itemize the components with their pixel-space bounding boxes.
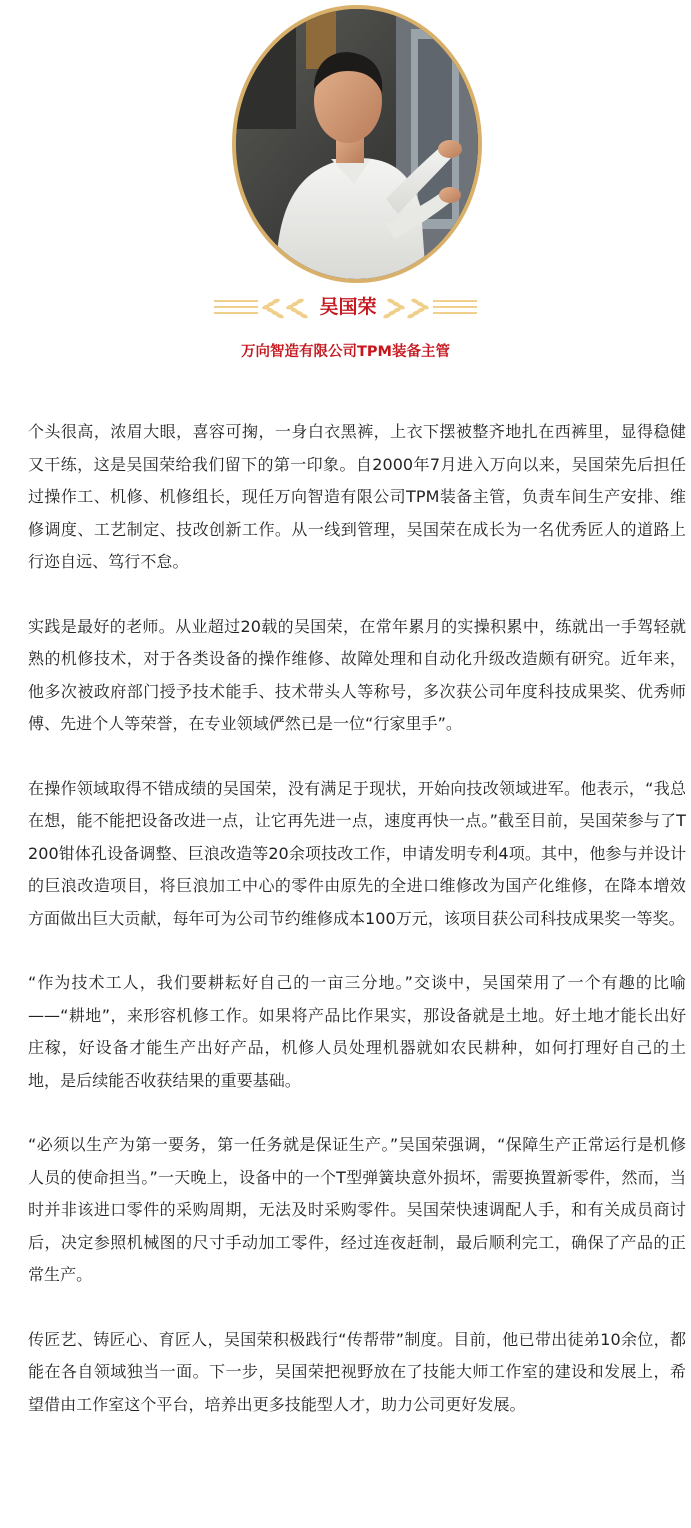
article-body — [28, 416, 686, 1453]
portrait-frame — [232, 5, 482, 283]
article-paragraph: “必须以生产为第一要务，第一任务就是保证生产。”吴国荣强调，“保障生产正常运行是机修人员的使命担当。”一天晚上，设备中的一个T型弹簧块意外损坏，需要换置新零件，然而，当时并非该进口零件的采购周期，无法及时采购零件。吴国荣快速调配人手，和有关成员商讨后，决定参照机械图的尺寸手动加工零件，经过连夜赶制，最后顺利完工，确保了产品的正常生产。 — [28, 1135, 686, 1284]
decoration-line — [433, 300, 477, 302]
name-header — [0, 292, 691, 322]
decoration-line — [214, 312, 258, 314]
decoration-line — [433, 312, 477, 314]
article-paragraph: 实践是最好的老师。从业超过20载的吴国荣，在常年累月的实操积累中，练就出一手驾轻就熟的机修技术，对于各类设备的操作维修、故障处理和自动化升级改造颇有研究。近年来，他多次被政府部门授予技术能手、技术带头人等称号，多次获公司年度科技成果奖、优秀师傅、先进个人等荣誉，在专业领域俨然已是一位“行家里手”。 — [28, 616, 686, 733]
article-paragraph: 传匠艺、铸匠心、育匠人，吴国荣积极践行“传帮带”制度。目前，他已带出徒弟10余位，都能在各自领域独当一面。下一步，吴国荣把视野放在了技能大师工作室的建设和发展上，希望借由工作室这个平台，培养出更多技能型人才，助力公司更好发展。 — [28, 1329, 686, 1414]
person-name: 吴国荣 — [319, 296, 377, 318]
wheat-icon — [284, 295, 314, 319]
decoration-line — [214, 300, 258, 302]
wheat-icon — [401, 295, 431, 319]
portrait-photo — [236, 9, 478, 279]
right-decoration — [377, 295, 477, 319]
left-decoration — [214, 295, 314, 319]
article-paragraph: 在操作领域取得不错成绩的吴国荣，没有满足于现状，开始向技改领域进军。他表示，“我总在想，能不能把设备改进一点，让它再先进一点，速度再快一点。”截至目前，吴国荣参与了T200钳体孔设备调整、巨浪改造等20余项技改工作，申请发明专利4项。其中，他参与并设计的巨浪改造项目，将巨浪加工中心的零件由原先的全进口维修改为国产化维修，在降本增效方面做出巨大贡献，每年可为公司节约维修成本100万元，该项目获公司科技成果奖一等奖。 — [28, 778, 686, 928]
article-paragraph: “作为技术工人，我们要耕耘好自己的一亩三分地。”交谈中，吴国荣用了一个有趣的比喻——“耕地”，来形容机修工作。如果将产品比作果实，那设备就是土地。好土地才能长出好庄稼，好设备才能生产出好产品，机修人员处理机器就如农民耕种，如何打理好自己的土地，是后续能否收获结果的重要基础。 — [28, 973, 686, 1090]
portrait-illustration — [236, 9, 478, 279]
decoration-line — [433, 306, 477, 308]
article-paragraph: 个头很高，浓眉大眼，喜容可掬，一身白衣黑裤，上衣下摆被整齐地扎在西裤里，显得稳健又干练，这是吴国荣给我们留下的第一印象。自2000年7月进入万向以来，吴国荣先后担任过操作工、机修、机修组长，现任万向智造有限公司TPM装备主管，负责车间生产安排、维修调度、工艺制定、技改创新工作。从一线到管理，吴国荣在成长为一名优秀匠人的道路上行迩自远、笃行不怠。 — [28, 422, 686, 571]
job-title: 万向智造有限公司TPM装备主管 — [241, 344, 450, 360]
decoration-line — [214, 306, 258, 308]
